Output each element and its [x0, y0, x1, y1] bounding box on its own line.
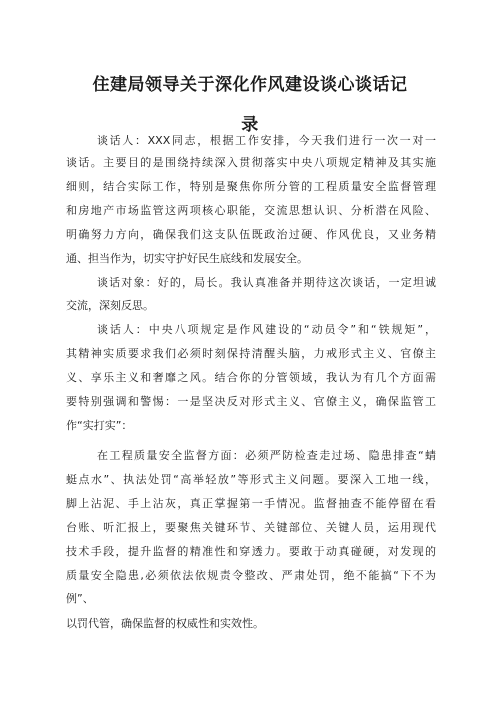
document-title-line-1: 住建局领导关于深化作风建设谈心谈话记 [92, 75, 408, 95]
paragraph-line: 质量安全隐患,必须依法依规责令整改、严肃处罚，绝不能搞“下不为 [66, 569, 436, 582]
paragraph-line: 其精神实质要求我们必须时刻保持清醒头脑，力戒形式主义、官僚主 [66, 347, 436, 360]
paragraph-line: 脚上沾泥、手上沾灰，真正掌握第一手情况。监督抽查不能停留在看 [66, 497, 436, 510]
paragraph-line: 在工程质量安全监督方面：必须严防检查走过场、隐患排查“蜻 [97, 449, 436, 462]
paragraph-line: 谈话。主要目的是围绕持续深入贯彻落实中央八项规定精神及其实施 [66, 156, 436, 169]
paragraph-line: 技术手段，提升监督的精准性和穿透力。要敢于动真碰硬，对发现的 [66, 545, 436, 558]
paragraph-line: 交流，深刻反思。 [66, 299, 154, 312]
paragraph-line: 要特别强调和警惕：一是坚决反对形式主义、官僚主义，确保监管工 [66, 395, 436, 408]
paragraph-line: 蜓点水”、执法处罚“高举轻放”等形式主义问题。要深入工地一线， [66, 473, 436, 486]
paragraph-line: 作“实打实”： [66, 419, 133, 432]
document-title-line-2: 录 [241, 115, 259, 135]
paragraph-line: 谈话人：XXX同志，根据工作安排，今天我们进行一次一对一 [97, 134, 436, 147]
paragraph-line: 通、担当作为，切实守护好民生底线和发展安全。 [66, 252, 308, 265]
paragraph-line: 明确努力方向，确保我们这支队伍既政治过硬、作风优良，又业务精 [66, 228, 436, 241]
paragraph-line: 谈话人：中央八项规定是作风建设的“动员令”和“铁规矩”， [97, 323, 436, 336]
paragraph-line: 义、享乐主义和奢靡之风。结合你的分管领域，我认为有几个方面需 [66, 371, 436, 384]
paragraph-line: 和房地产市场监管这两项核心职能，交流思想认识、分析潜在风险、 [66, 204, 436, 217]
paragraph-line: 例”、 [66, 592, 94, 605]
paragraph-line: 谈话对象：好的，局长。我认真准备并期待这次谈话，一定坦诚 [97, 276, 436, 289]
paragraph-line: 以罚代管，确保监督的权威性和实效性。 [66, 617, 264, 630]
paragraph-line: 细则，结合实际工作，特别是聚焦你所分管的工程质量安全监督管理 [66, 180, 436, 193]
paragraph-line: 台账、听汇报上，要聚焦关键环节、关键部位、关键人员，运用现代 [66, 521, 436, 534]
